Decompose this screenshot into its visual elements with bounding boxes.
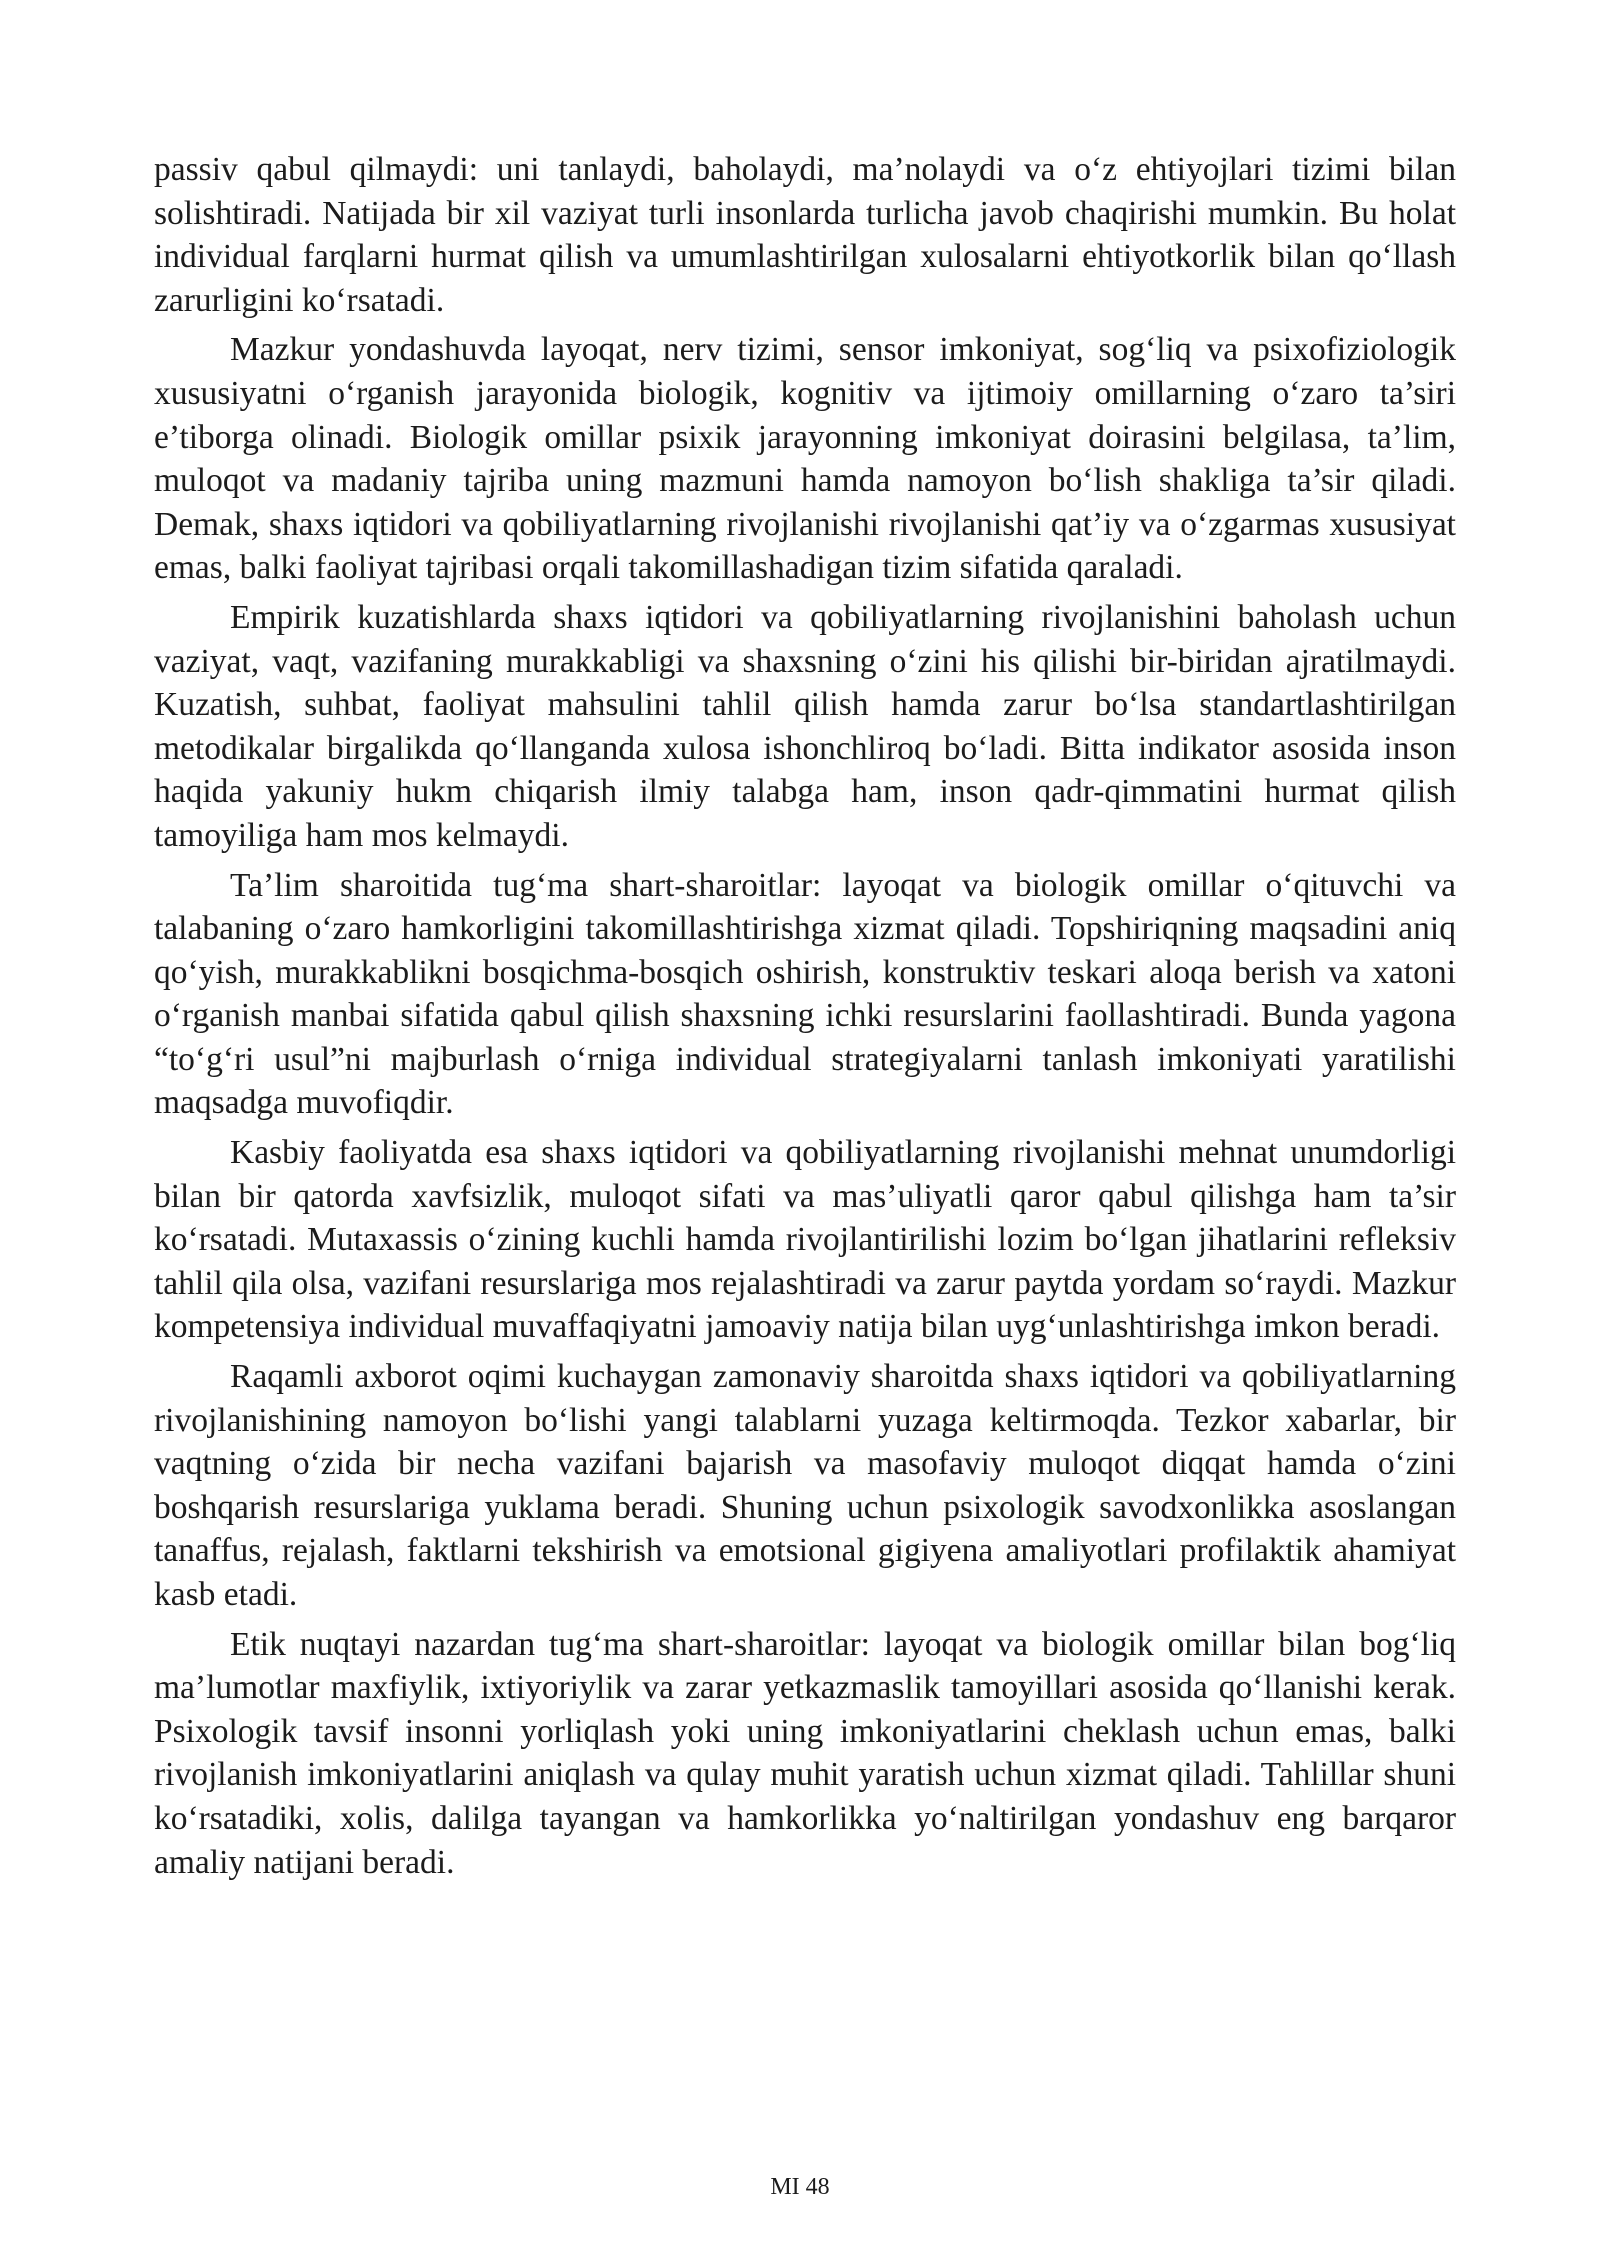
page-number: MI 48 [770,2174,830,2200]
paragraph-education-conditions: Ta’lim sharoitida tug‘ma shart-sharoitlar: layoqat va biologik omillar o‘qituvchi va talabaning o‘zaro hamkorligini takomillashtirishga xizmat qiladi. Topshiriqning maqsadini aniq qo‘yish, murakkablikni bosqichma-bosqich oshirish, konstruktiv teskari aloqa berish va xatoni o‘rganish manbai sifatida qabul qilish shaxsning ichki resurslarini faollashtiradi. Bunda yagona “to‘g‘ri usul”ni majburlash o‘rniga individual strategiyalarni tanlash imkoniyati yaratilishi maqsadga muvofiqdir. [154,866,1456,1122]
page-body [154,148,1456,1890]
paragraph-empirical-observations: Empirik kuzatishlarda shaxs iqtidori va qobiliyatlarning rivojlanishini baholash uchun vaziyat, vaqt, vazifaning murakkabligi va shaxsning o‘zini his qilishi bir-biridan ajratilmaydi. Kuzatish, suhbat, faoliyat mahsulini tahlil qilish hamda zarur bo‘lsa standartlashtirilgan metodikalar birgalikda qo‘llanganda xulosa ishonchliroq bo‘ladi. Bitta indikator asosida inson haqida yakuniy hukm chiqarish ilmiy talabga ham, inson qadr-qimmatini hurmat qilish tamoyiliga ham mos kelmaydi. [154,598,1456,854]
paragraph-approach: Mazkur yondashuvda layoqat, nerv tizimi, sensor imkoniyat, sog‘liq va psixofiziologik xususiyatni o‘rganish jarayonida biologik, kognitiv va ijtimoiy omillarning o‘zaro ta’siri e’tiborga olinadi. Biologik omillar psixik jarayonning imkoniyat doirasini belgilasa, ta’lim, muloqot va madaniy tajriba uning mazmuni hamda namoyon bo‘lish shakliga ta’sir qiladi. Demak, shaxs iqtidori va qobiliyatlarning rivojlanishi rivojlanishi qat’iy va o‘zgarmas xususiyat emas, balki faoliyat tajribasi orqali takomillashadigan tizim sifatida qaraladi. [154,331,1456,587]
paragraph-continuation: passiv qabul qilmaydi: uni tanlaydi, baholaydi, ma’nolaydi va o‘z ehtiyojlari tizimi bilan solishtiradi. Natijada bir xil vaziyat turli insonlarda turlicha javob chaqirishi mumkin. Bu holat individual farqlarni hurmat qilish va umumlashtirilgan xulosalarni ehtiyotkorlik bilan qo‘llash zarurligini ko‘rsatadi. [154,151,1456,319]
paragraph-ethics: Etik nuqtayi nazardan tug‘ma shart-sharoitlar: layoqat va biologik omillar bilan bog‘liq ma’lumotlar maxfiylik, ixtiyoriylik va zarar yetkazmaslik tamoyillari asosida qo‘llanishi kerak. Psixologik tavsif insonni yorliqlash yoki uning imkoniyatlarini cheklash uchun emas, balki rivojlanish imkoniyatlarini aniqlash va qulay muhit yaratish uchun xizmat qiladi. Tahlillar shuni ko‘rsatadiki, xolis, dalilga tayangan va hamkorlikka yo‘naltirilgan yondashuv eng barqaror amaliy natijani beradi. [154,1625,1456,1881]
paragraph-digital-information: Raqamli axborot oqimi kuchaygan zamonaviy sharoitda shaxs iqtidori va qobiliyatlarning rivojlanishining namoyon bo‘lishi yangi talablarni yuzaga keltirmoqda. Tezkor xabarlar, bir vaqtning o‘zida bir necha vazifani bajarish va masofaviy muloqot diqqat hamda o‘zini boshqarish resurslariga yuklama beradi. Shuning uchun psixologik savodxonlikka asoslangan tanaffus, rejalash, faktlarni tekshirish va emotsional gigiyena amaliyotlari profilaktik ahamiyat kasb etadi. [154,1358,1456,1613]
paragraph-professional-activity: Kasbiy faoliyatda esa shaxs iqtidori va qobiliyatlarning rivojlanishi mehnat unumdorligi bilan bir qatorda xavfsizlik, muloqot sifati va mas’uliyatli qaror qabul qilishga ham ta’sir ko‘rsatadi. Mutaxassis o‘zining kuchli hamda rivojlantirilishi lozim bo‘lgan jihatlarini refleksiv tahlil qila olsa, vazifani resurslariga mos rejalashtiradi va zarur paytda yordam so‘raydi. Mazkur kompetensiya individual muvaffaqiyatni jamoaviy natija bilan uyg‘unlashtirishga imkon beradi. [154,1134,1456,1346]
